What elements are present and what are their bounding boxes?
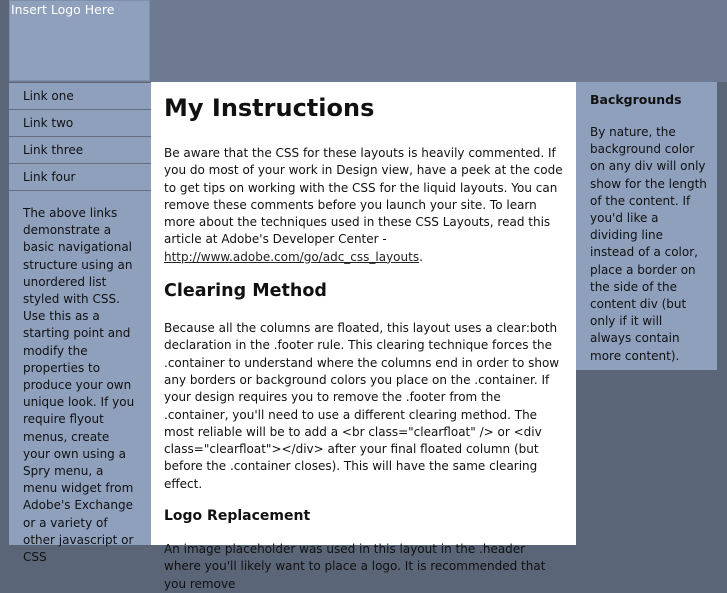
backgrounds-heading: Backgrounds — [590, 92, 682, 107]
logo-text: Insert Logo Here — [11, 2, 115, 17]
right-sidebar — [576, 82, 717, 370]
nav-link-three[interactable]: Link three — [9, 137, 151, 164]
css-comments-paragraph — [164, 145, 564, 266]
clearing-method-heading: Clearing Method — [164, 281, 327, 302]
logo-replacement-paragraph: An image placeholder was used in this layout in the .header where you'll likely want to place a logo. It is recommended that you remove — [164, 542, 546, 591]
page-title: My Instructions — [164, 94, 375, 122]
left-page-margin — [0, 0, 9, 545]
backgrounds-paragraph: By nature, the background color on any div will only show for the length of the content. If you'd like a dividing line instead of a color, place a border on the side of the content div (but only if it will always contain more content). — [590, 125, 707, 363]
logo-placeholder[interactable] — [9, 0, 150, 81]
logo-replacement-heading: Logo Replacement — [164, 508, 311, 525]
paragraph-text: Be aware that the CSS for these layouts is heavily commented. If you do most of your work in Design view, have a peek at the code to get tips on working with the CSS for the liquid layouts. You can remove these comments before you launch your site. To learn more about the techniques used in these CSS Layouts, read this article at Adobe's Developer Center - — [164, 146, 563, 247]
paragraph-end: . — [419, 249, 423, 264]
main-content — [151, 82, 576, 591]
right-page-margin — [717, 82, 727, 545]
nav-link-one[interactable]: Link one — [9, 83, 151, 110]
right-sidebar-empty-area — [576, 370, 717, 545]
clearing-method-paragraph: Because all the columns are floated, this layout uses a clear:both declaration in the .footer rule. This clearing technique forces the .container to understand where the columns end in order to show any borders or background colors you place on the .container. If your design requires you to remove the .footer from the .container, you'll need to use a different clearing method. The most reliable will be to add a <br class="clearfloat" /> or <div class="clearfloat"></div> after your final floated column (but before the .container closes). This will have the same clearing effect. — [164, 321, 560, 491]
left-sidebar — [9, 82, 151, 565]
sidebar-description: The above links demonstrate a basic navigational structure using an unordered list styled with CSS. Use this as a starting point and modify the properties to produce your own unique look. If you require flyout menus, create your own using a Spry menu, a menu widget from Adobe's Exchange or a variety of other javascript or CSS — [23, 206, 135, 565]
nav-link-four[interactable]: Link four — [9, 164, 151, 191]
nav-list — [9, 82, 151, 191]
nav-link-two[interactable]: Link two — [9, 110, 151, 137]
adobe-article-link[interactable]: http://www.adobe.com/go/adc_css_layouts — [164, 249, 420, 264]
